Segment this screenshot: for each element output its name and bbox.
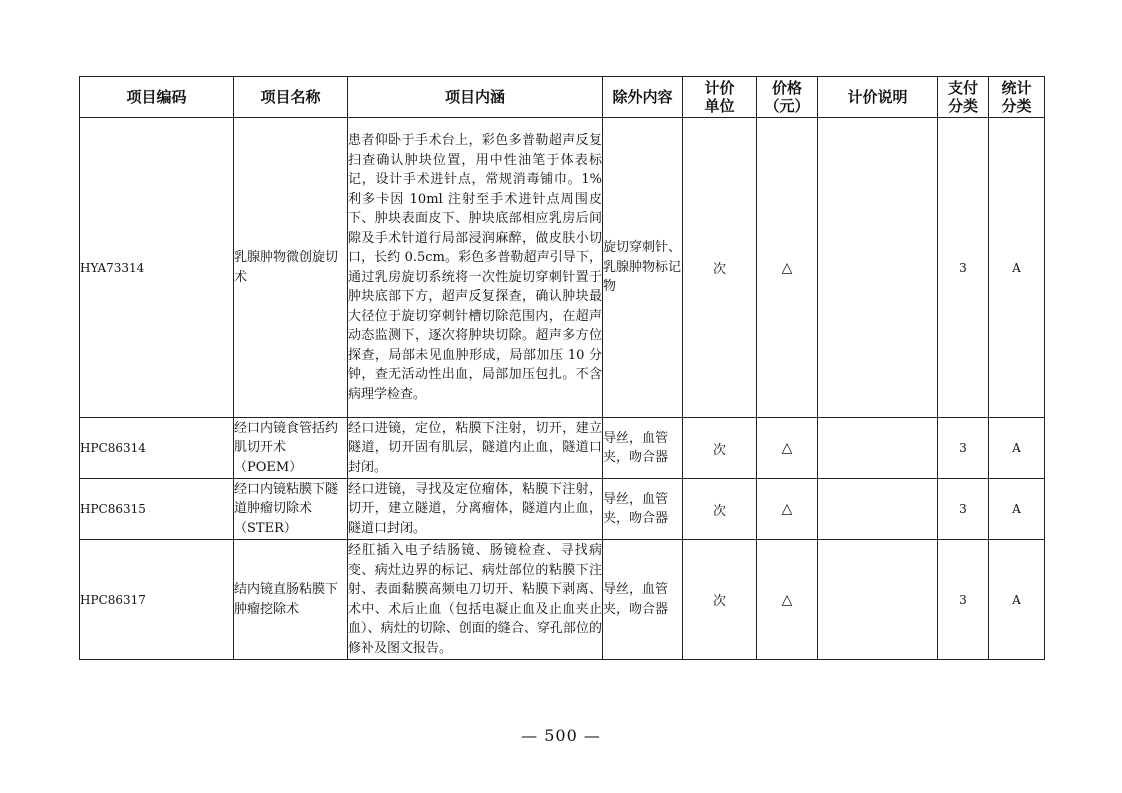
table-row: [80, 479, 1045, 540]
cell-stat: A: [989, 540, 1045, 660]
cell-name: 经口内镜粘膜下隧道肿瘤切除术（STER）: [234, 479, 348, 540]
cell-stat: A: [989, 479, 1045, 540]
cell-unit: 次: [683, 118, 757, 418]
cell-price: △: [757, 118, 818, 418]
cell-stat: A: [989, 418, 1045, 479]
cell-code: HPC86315: [80, 479, 234, 540]
cell-content: 经口进镜，寻找及定位瘤体，粘膜下注射，切开，建立隧道，分离瘤体，隧道内止血，隧道口封闭。: [348, 479, 603, 540]
cell-code: HPC86317: [80, 540, 234, 660]
cell-price: △: [757, 540, 818, 660]
table-row: [80, 118, 1045, 418]
table-header-row: [80, 77, 1045, 118]
cell-note: [818, 118, 938, 418]
cell-price: △: [757, 479, 818, 540]
header-stat: 统计 分类: [989, 77, 1045, 118]
fee-schedule-table: [79, 76, 1045, 660]
header-code: 项目编码: [80, 77, 234, 118]
table-row: [80, 418, 1045, 479]
cell-note: [818, 479, 938, 540]
header-exclusion: 除外内容: [603, 77, 683, 118]
header-unit: 计价 单位: [683, 77, 757, 118]
cell-exclusion: 导丝，血管夹，吻合器: [603, 540, 683, 660]
cell-code: HPC86314: [80, 418, 234, 479]
header-payment: 支付 分类: [938, 77, 989, 118]
cell-unit: 次: [683, 540, 757, 660]
cell-exclusion: 旋切穿刺针、乳腺肿物标记物: [603, 118, 683, 418]
cell-exclusion: 导丝，血管夹，吻合器: [603, 418, 683, 479]
cell-stat: A: [989, 118, 1045, 418]
cell-code: HYA73314: [80, 118, 234, 418]
cell-name: 乳腺肿物微创旋切术: [234, 118, 348, 418]
cell-name: 结内镜直肠粘膜下肿瘤挖除术: [234, 540, 348, 660]
cell-unit: 次: [683, 418, 757, 479]
header-content: 项目内涵: [348, 77, 603, 118]
cell-note: [818, 418, 938, 479]
cell-price: △: [757, 418, 818, 479]
header-name: 项目名称: [234, 77, 348, 118]
page-number: — 500 —: [521, 726, 601, 745]
header-note: 计价说明: [818, 77, 938, 118]
cell-payment: 3: [938, 479, 989, 540]
cell-exclusion: 导丝，血管夹，吻合器: [603, 479, 683, 540]
table-row: [80, 540, 1045, 660]
cell-payment: 3: [938, 418, 989, 479]
cell-note: [818, 540, 938, 660]
cell-unit: 次: [683, 479, 757, 540]
cell-content: 患者仰卧于手术台上，彩色多普勒超声反复扫查确认肿块位置，用中性油笔于体表标记，设计手术进针点，常规消毒铺巾。1%利多卡因 10ml 注射至手术进针点周围皮下、肿块表面皮下、肿块底部相应乳房后间隙及手术针道行局部浸润麻醉，做皮肤小切口，长约 0.5cm。彩色多普勒超声引导下，通过乳房旋切系统将一次性旋切穿刺针置于肿块底部下方，超声反复探查，确认肿块最大径位于旋切穿刺针槽切除范围内，在超声动态监测下，逐次将肿块切除。超声多方位探查，局部未见血肿形成，局部加压 10 分钟，查无活动性出血，局部加压包扎。不含病理学检查。: [348, 118, 603, 418]
header-price: 价格 （元）: [757, 77, 818, 118]
cell-content: 经肛插入电子结肠镜、肠镜检查、寻找病变、病灶边界的标记、病灶部位的粘膜下注射、表面黏膜高频电刀切开、粘膜下剥离、术中、术后止血（包括电凝止血及止血夹止血）、病灶的切除、创面的缝合、穿孔部位的修补及图文报告。: [348, 540, 603, 660]
cell-name: 经口内镜食管括约肌切开术（POEM）: [234, 418, 348, 479]
cell-payment: 3: [938, 540, 989, 660]
cell-payment: 3: [938, 118, 989, 418]
cell-content: 经口进镜，定位，粘膜下注射，切开，建立隧道，切开固有肌层，隧道内止血，隧道口封闭。: [348, 418, 603, 479]
